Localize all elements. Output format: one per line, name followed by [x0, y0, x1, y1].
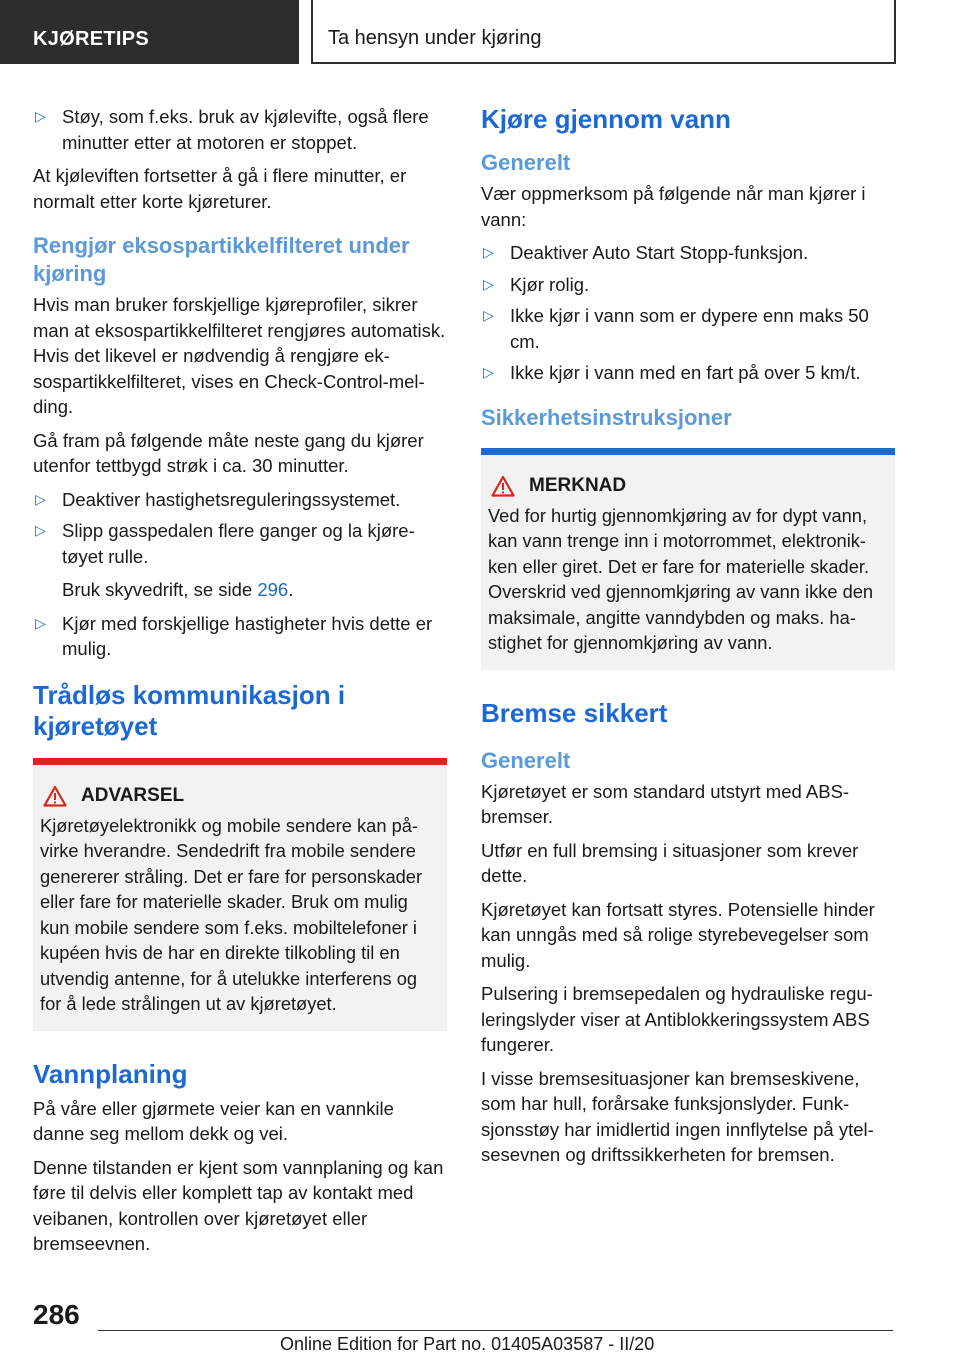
triangle-bullet-icon: ▷ — [35, 490, 46, 507]
list-item: ▷ Kjør rolig. — [481, 272, 895, 298]
subheading-general-2: Generelt — [481, 747, 571, 773]
paragraph: At kjøleviften fortsetter å gå i flere minutter, er normalt etter korte kjøreturer. — [33, 165, 407, 212]
right-column — [481, 104, 895, 1176]
page-reference: Bruk skyvedrift, se side 296. — [62, 579, 294, 600]
header-section: KJØRETIPS — [0, 0, 299, 64]
list-item: ▷ Deaktiver hastighetsreguleringssystemet. — [33, 487, 447, 513]
triangle-bullet-icon: ▷ — [483, 244, 494, 260]
subheading-safety: Sikkerhetsinstruksjoner — [481, 404, 732, 430]
warning-triangle-icon — [491, 475, 515, 497]
bullet-list-filter-2 — [33, 611, 447, 662]
triangle-bullet-icon: ▷ — [483, 364, 494, 380]
warning-box — [33, 758, 447, 1031]
heading-water: Kjøre gjennom vann — [481, 104, 731, 134]
paragraph: Denne tilstanden er kjent som vannplaning og kan føre til delvis eller komplett tap av kontakt med veibanen, kontrollen over kjøretøyet eller bremseevnen. — [33, 1156, 444, 1254]
note-label: MERKNAD — [529, 474, 627, 496]
note-box — [481, 448, 895, 670]
heading-brake: Bremse sikkert — [481, 697, 668, 728]
list-item: ▷ Støy, som f.eks. bruk av kjølevifte, også flere minutter etter at motoren er stoppet. — [35, 106, 429, 153]
paragraph: På våre eller gjørmete veier kan en vannkile danne seg mellom dekk og vei. — [33, 1097, 394, 1144]
heading-wireless: Trådløs kommunikasjon i kjøretøyet — [33, 679, 346, 741]
paragraph: Kjøretøyet kan fortsatt styres. Potensielle hinder kan unngås med så rolige styrebevegelser som mulig. — [481, 898, 875, 971]
header-title: Ta hensyn under kjøring — [311, 0, 896, 64]
warning-triangle-icon — [43, 785, 67, 807]
subheading-general: Generelt — [481, 150, 571, 175]
page-number: 286 — [33, 1299, 80, 1330]
paragraph: Utfør en full bremsing i situasjoner som krever dette. — [481, 839, 859, 886]
page-link[interactable]: 296 — [257, 579, 289, 600]
list-item: ▷ Ikke kjør i vann som er dypere enn maks 50 cm. — [483, 305, 869, 352]
heading-aquaplaning: Vannplaning — [33, 1058, 188, 1089]
triangle-bullet-icon: ▷ — [483, 307, 494, 323]
edition-note: Online Edition for Part no. 01405A03587 - II/20 — [280, 1334, 655, 1354]
triangle-bullet-icon: ▷ — [483, 275, 494, 292]
list-item: ▷ Slipp gasspedalen flere ganger og la kjøretøyet rulle. — [35, 520, 415, 567]
footer-divider — [98, 1330, 893, 1331]
paragraph: Vær oppmerksom på følgende når man kjører i vann: — [481, 183, 866, 230]
triangle-bullet-icon: ▷ — [35, 614, 46, 631]
note-text: Ved for hurtig gjennomkjøring av for dypt vann, kan vann trenge inn i motorrommet, elektronikken eller giret. Det er fare for materielle skader. Overskrid ved gjennomkjøring av vann ikke den maksimale, angitte vanndybden og maks. hastighet for gjennomkjøring av vann. — [488, 504, 874, 653]
left-column — [33, 104, 447, 1265]
bullet-list-filter — [33, 487, 447, 570]
list-item: ▷ Deaktiver Auto Start Stopp-funksjon. — [481, 240, 895, 266]
paragraph: I visse bremsesituasjoner kan bremseskivene, som har hull, forårsake funksjonslyder. Funksjonsstøy har imidlertid ingen innflytelse på ytelsesevnen og driftssikkerheten for bremsen. — [481, 1067, 874, 1165]
list-item: ▷ Ikke kjør i vann med en fart på over 5 km/t. — [481, 360, 895, 386]
warning-label: ADVARSEL — [81, 784, 185, 806]
paragraph: Gå fram på følgende måte neste gang du kjører utenfor tettbygd strøk i ca. 30 minutter. — [33, 429, 424, 476]
subheading-filter: Rengjør eksospartikkelfilteret under kjøring — [33, 233, 410, 286]
triangle-bullet-icon: ▷ — [35, 108, 46, 124]
paragraph: Pulsering i bremsepedalen og hydrauliske reguleringslyder viser at Antiblokkeringssystem ABS fungerer. — [481, 983, 873, 1055]
triangle-bullet-icon: ▷ — [35, 522, 46, 538]
bullet-list-noise — [33, 104, 447, 155]
warning-text: Kjøretøyelektronikk og mobile sendere kan påvirke hverandre. Sendedrift fra mobile sendere genererer stråling. Det er fare for personskader eller fare for materielle skader. Bruk om mulig kun mobile sendere som f.eks. mobiltelefoner i kupéen hvis de har en direkte tilkobling til en utvendig antenne, for å utelukke interferens og for å lede strålingen ut av kjøretøyet. — [40, 814, 423, 1014]
bullet-list-water — [481, 240, 895, 386]
paragraph: Hvis man bruker forskjellige kjøreprofiler, sikrer man at eksospartikkelfilteret rengjøres automatisk. Hvis det likevel er nødvendig å rengjøre eksospartikkelfilteret, vises en Check-Control-melding. — [33, 294, 446, 417]
paragraph: Kjøretøyet er som standard utstyrt med ABS-bremser. — [481, 780, 850, 827]
list-item: ▷ Kjør med forskjellige hastigheter hvis dette er mulig. — [35, 612, 433, 659]
